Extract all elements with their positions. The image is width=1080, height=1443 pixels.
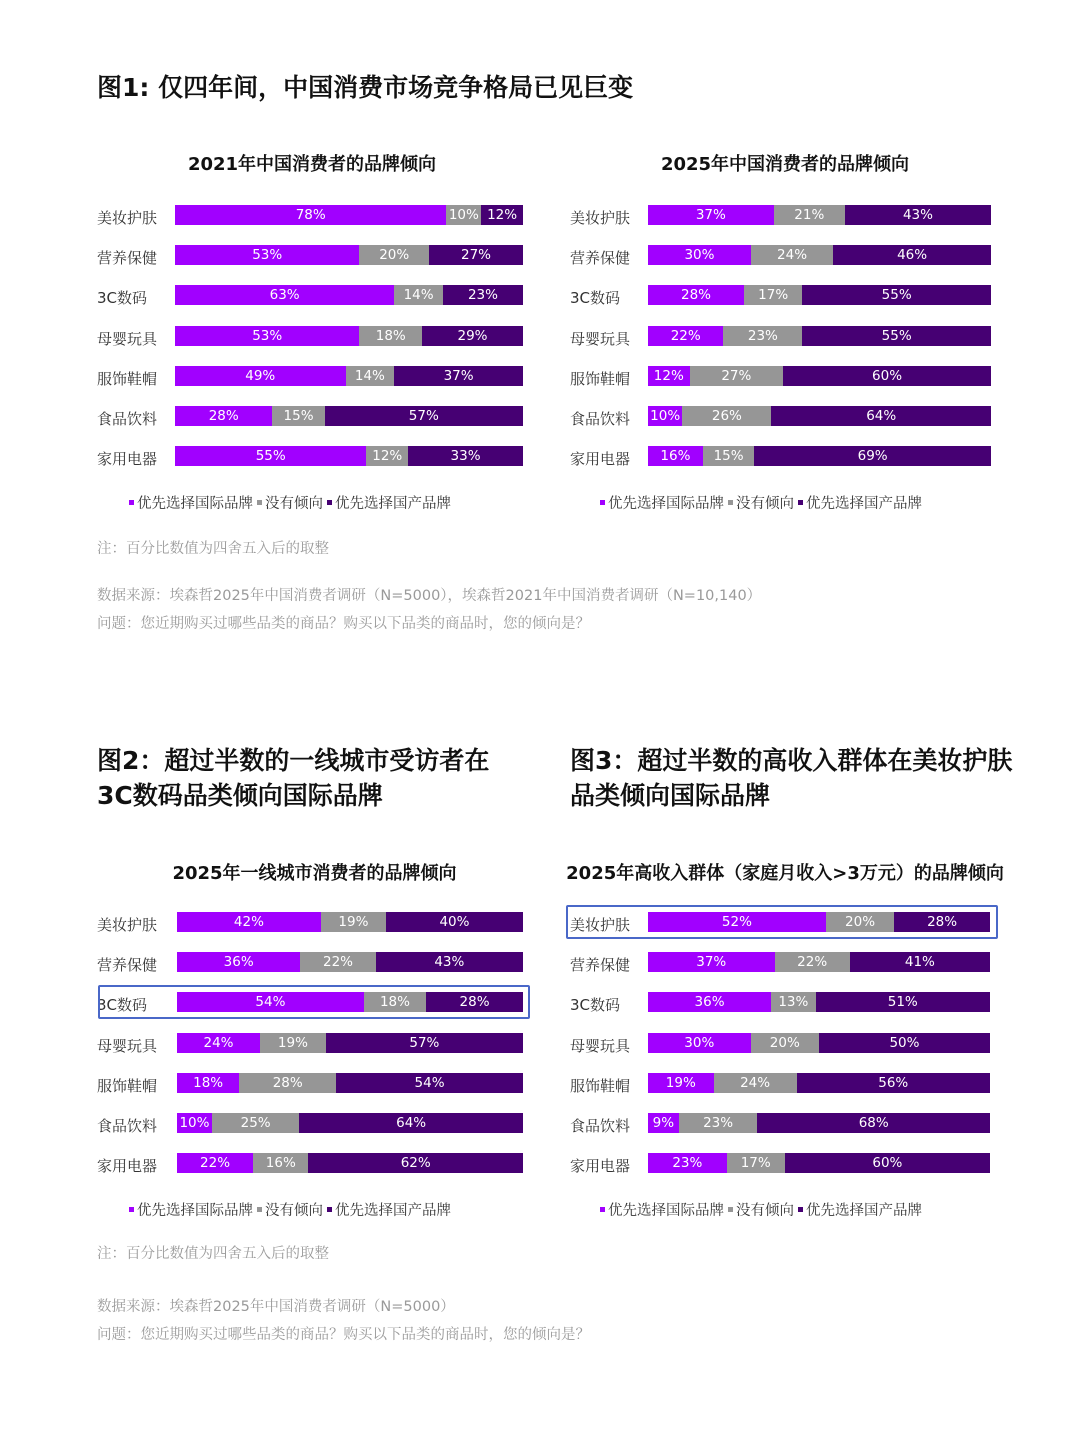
stacked-bar [648,992,990,1012]
figure3-title [570,743,1012,813]
bar-segment-neutral: 22% [775,952,850,972]
bottom-question: 问题：您近期购买过哪些品类的商品？购买以下品类的商品时，您的倾向是？ [97,1327,590,1343]
legend-label: 没有倾向 [736,496,794,512]
legend-swatch [600,500,605,505]
legend-item [257,1203,323,1219]
stacked-bar [648,1073,990,1093]
bar-segment-domestic: 28% [426,992,523,1012]
bar-segment-neutral: 12% [366,446,408,466]
bar-segment-international: 54% [177,992,364,1012]
bar-segment-domestic: 60% [783,366,991,386]
category-label: 3C数码 [570,289,621,308]
chart-title: 2025年高收入群体（家庭月收入>3万元）的品牌倾向 [566,863,1004,884]
category-label: 食品饮料 [97,410,158,428]
bar-segment-domestic: 40% [386,912,523,932]
bar-segment-neutral: 19% [321,912,386,932]
stacked-bar [177,1033,523,1053]
category-label: 服饰鞋帽 [570,1076,631,1095]
bar-segment-international: 16% [648,446,703,466]
stacked-bar [648,326,991,346]
stacked-bar [175,446,523,466]
stacked-bar [648,285,991,305]
bar-segment-international: 28% [648,285,744,305]
legend-label: 没有倾向 [265,1203,323,1219]
bar-segment-domestic: 12% [481,205,523,225]
bar-segment-domestic: 28% [894,912,990,932]
legend-swatch [728,1207,733,1212]
bar-segment-domestic: 64% [771,406,991,426]
category-label: 母婴玩具 [570,329,631,348]
figure2-title-line2: 3C数码品类倾向国际品牌 [97,781,383,810]
bar-segment-domestic: 27% [429,245,523,265]
bar-segment-neutral: 18% [359,326,422,346]
bar-segment-neutral: 26% [682,406,771,426]
legend-swatch [728,500,733,505]
bar-segment-neutral: 25% [212,1113,299,1133]
chart-row [97,1073,532,1095]
category-label: 美妆护肤 [570,916,631,934]
chart-row [97,1113,532,1135]
bar-segment-domestic: 33% [408,446,523,466]
bar-segment-neutral: 23% [723,326,802,346]
chart-title: 2025年一线城市消费者的品牌倾向 [172,863,457,884]
chart-row [570,245,1000,267]
chart-row [570,326,1000,348]
chart-row [555,1153,1015,1175]
category-label: 母婴玩具 [97,1036,158,1055]
chart-legend [129,492,455,513]
chart-row [97,205,527,227]
chart-tier1-city-brand-preference [97,857,532,1227]
bar-segment-international: 36% [648,992,771,1012]
chart-row [97,406,527,428]
bar-segment-domestic: 37% [394,366,523,386]
legend-item [129,1203,253,1219]
bar-segment-neutral: 15% [703,446,754,466]
bar-segment-domestic: 43% [845,205,991,225]
chart-legend [600,492,926,513]
bar-segment-neutral: 17% [744,285,802,305]
bar-segment-international: 52% [648,912,826,932]
bar-segment-neutral: 10% [446,205,481,225]
chart-row [97,912,532,934]
bar-segment-neutral: 18% [364,992,426,1012]
bar-segment-international: 10% [177,1113,212,1133]
legend-swatch [129,1207,134,1212]
bar-segment-domestic: 64% [299,1113,523,1133]
legend-item [327,496,451,512]
chart-row [570,406,1000,428]
bottom-note: 注：百分比数值为四舍五入后的取整 [97,1246,329,1262]
legend-item [798,496,922,512]
category-label: 服饰鞋帽 [570,369,631,388]
legend-label: 优先选择国际品牌 [137,1203,253,1219]
stacked-bar [648,1153,990,1173]
bar-segment-domestic: 68% [757,1113,990,1133]
bar-segment-neutral: 13% [771,992,815,1012]
figure3-title-line1: 图3：超过半数的高收入群体在美妆护肤 [570,746,1013,775]
chart-row [97,326,527,348]
chart-row [555,1113,1015,1135]
category-label: 家用电器 [570,450,631,469]
figure2-title [97,743,489,813]
chart-row [97,952,532,974]
bar-segment-neutral: 21% [774,205,845,225]
legend-label: 优先选择国产品牌 [335,1203,451,1219]
bar-segment-international: 18% [177,1073,239,1093]
category-label: 家用电器 [97,1157,158,1176]
bar-segment-neutral: 22% [300,952,375,972]
bar-segment-domestic: 43% [376,952,523,972]
legend-swatch [600,1207,605,1212]
bar-segment-international: 10% [648,406,682,426]
legend-swatch [257,1207,262,1212]
chart-title: 2021年中国消费者的品牌倾向 [187,154,437,175]
chart-2025-brand-preference [570,148,1000,518]
legend-label: 优先选择国际品牌 [137,496,253,512]
bar-segment-international: 22% [177,1153,253,1173]
chart-row [97,1153,532,1175]
bar-segment-neutral: 27% [690,366,784,386]
bar-segment-international: 30% [648,1033,751,1053]
category-label: 美妆护肤 [97,916,158,934]
legend-item [798,1203,922,1219]
stacked-bar [175,406,523,426]
category-label: 服饰鞋帽 [97,1076,158,1095]
chart-row [570,366,1000,388]
legend-swatch [327,500,332,505]
category-label: 食品饮料 [97,1117,158,1135]
bar-segment-neutral: 15% [272,406,324,426]
bar-segment-international: 12% [648,366,690,386]
chart-row [97,245,527,267]
bar-segment-domestic: 46% [833,245,991,265]
category-label: 3C数码 [97,289,148,308]
figure2-title-line1: 图2：超过半数的一线城市受访者在 [97,746,490,775]
stacked-bar [648,952,990,972]
bottom-source: 数据来源：埃森哲2025年中国消费者调研（N=5000） [97,1299,455,1315]
category-label: 母婴玩具 [97,329,158,348]
bar-segment-neutral: 23% [679,1113,758,1133]
legend-item [600,1203,724,1219]
legend-item [728,1203,794,1219]
bar-segment-international: 24% [177,1033,260,1053]
bar-segment-neutral: 14% [394,285,443,305]
category-label: 服饰鞋帽 [97,369,158,388]
stacked-bar [648,1113,990,1133]
legend-swatch [257,500,262,505]
stacked-bar [175,245,523,265]
category-label: 家用电器 [97,450,158,469]
category-label: 营养保健 [97,956,158,975]
stacked-bar [177,1113,523,1133]
chart-2021-brand-preference [97,148,527,518]
legend-item [257,496,323,512]
chart-row [555,992,1015,1014]
stacked-bar [177,912,523,932]
bar-segment-neutral: 28% [239,1073,336,1093]
figure1-question: 问题：您近期购买过哪些品类的商品？购买以下品类的商品时，您的倾向是？ [97,616,590,632]
stacked-bar [648,446,991,466]
bar-segment-domestic: 51% [816,992,990,1012]
bar-segment-domestic: 55% [802,326,991,346]
legend-item [129,496,253,512]
category-label: 美妆护肤 [570,209,631,227]
category-label: 3C数码 [97,996,148,1015]
bar-segment-domestic: 41% [850,952,990,972]
bar-segment-international: 30% [648,245,751,265]
bar-segment-domestic: 55% [802,285,991,305]
stacked-bar [177,1073,523,1093]
stacked-bar [648,366,991,386]
chart-row [570,285,1000,307]
stacked-bar [648,205,991,225]
legend-item [600,496,724,512]
legend-swatch [327,1207,332,1212]
legend-label: 没有倾向 [736,1203,794,1219]
bar-segment-neutral: 20% [826,912,894,932]
chart-row [555,1073,1015,1095]
bar-segment-international: 53% [175,245,359,265]
bar-segment-domestic: 62% [308,1153,523,1173]
chart-row [570,446,1000,468]
stacked-bar [648,1033,990,1053]
chart-row [97,285,527,307]
bar-segment-domestic: 57% [326,1033,523,1053]
bar-segment-international: 36% [177,952,300,972]
bar-segment-neutral: 24% [751,245,833,265]
category-label: 营养保健 [570,249,631,268]
chart-legend [600,1199,926,1220]
stacked-bar [175,326,523,346]
chart-row [555,952,1015,974]
stacked-bar [177,952,523,972]
bar-segment-neutral: 20% [359,245,429,265]
bar-segment-international: 23% [648,1153,727,1173]
legend-swatch [798,500,803,505]
bar-segment-international: 19% [648,1073,714,1093]
legend-label: 优先选择国产品牌 [806,496,922,512]
bar-segment-international: 22% [648,326,723,346]
chart-high-income-brand-preference [555,857,1015,1227]
chart-row [97,446,527,468]
bar-segment-international: 49% [175,366,346,386]
bar-segment-international: 53% [175,326,359,346]
bar-segment-neutral: 16% [253,1153,308,1173]
chart-title: 2025年中国消费者的品牌倾向 [660,154,910,175]
stacked-bar [175,285,523,305]
legend-label: 没有倾向 [265,496,323,512]
figure1-title: 图1: 仅四年间，中国消费市场竞争格局已见巨变 [97,73,634,102]
legend-item [728,496,794,512]
bar-segment-neutral: 14% [346,366,395,386]
legend-swatch [129,500,134,505]
bar-segment-domestic: 57% [325,406,523,426]
chart-row [97,1033,532,1055]
chart-row [97,992,532,1014]
bar-segment-international: 9% [648,1113,679,1133]
highlight-box [98,985,530,1019]
bar-segment-domestic: 23% [443,285,523,305]
category-label: 3C数码 [570,996,621,1015]
highlight-box [566,905,998,939]
bar-segment-neutral: 20% [751,1033,819,1053]
bar-segment-domestic: 50% [819,1033,990,1053]
bar-segment-domestic: 60% [785,1153,990,1173]
figure1-note: 注：百分比数值为四舍五入后的取整 [97,541,329,557]
legend-label: 优先选择国际品牌 [608,1203,724,1219]
chart-row [555,912,1015,934]
legend-label: 优先选择国产品牌 [335,496,451,512]
chart-row [555,1033,1015,1055]
bar-segment-international: 42% [177,912,321,932]
figure3-title-line2: 品类倾向国际品牌 [570,781,771,810]
chart-row [570,205,1000,227]
figure1-source: 数据来源：埃森哲2025年中国消费者调研（N=5000），埃森哲2021年中国消费者调研（N=10,140） [97,588,762,604]
bar-segment-international: 78% [175,205,446,225]
stacked-bar [648,406,991,426]
stacked-bar [648,245,991,265]
bar-segment-international: 37% [648,952,775,972]
chart-row [97,366,527,388]
bar-segment-neutral: 19% [260,1033,326,1053]
category-label: 食品饮料 [570,1117,631,1135]
bar-segment-domestic: 54% [336,1073,523,1093]
bar-segment-international: 55% [175,446,366,466]
bar-segment-neutral: 17% [727,1153,785,1173]
category-label: 营养保健 [570,956,631,975]
category-label: 母婴玩具 [570,1036,631,1055]
bar-segment-domestic: 69% [754,446,991,466]
legend-item [327,1203,451,1219]
bar-segment-international: 63% [175,285,394,305]
category-label: 美妆护肤 [97,209,158,227]
bar-segment-international: 37% [648,205,774,225]
legend-swatch [798,1207,803,1212]
bar-segment-domestic: 56% [797,1073,990,1093]
category-label: 食品饮料 [570,410,631,428]
stacked-bar [175,205,523,225]
stacked-bar [175,366,523,386]
legend-label: 优先选择国产品牌 [806,1203,922,1219]
category-label: 营养保健 [97,249,158,268]
bar-segment-domestic: 29% [422,326,523,346]
chart-legend [129,1199,455,1220]
category-label: 家用电器 [570,1157,631,1176]
bar-segment-international: 28% [175,406,272,426]
bar-segment-neutral: 24% [714,1073,797,1093]
stacked-bar [177,1153,523,1173]
legend-label: 优先选择国际品牌 [608,496,724,512]
